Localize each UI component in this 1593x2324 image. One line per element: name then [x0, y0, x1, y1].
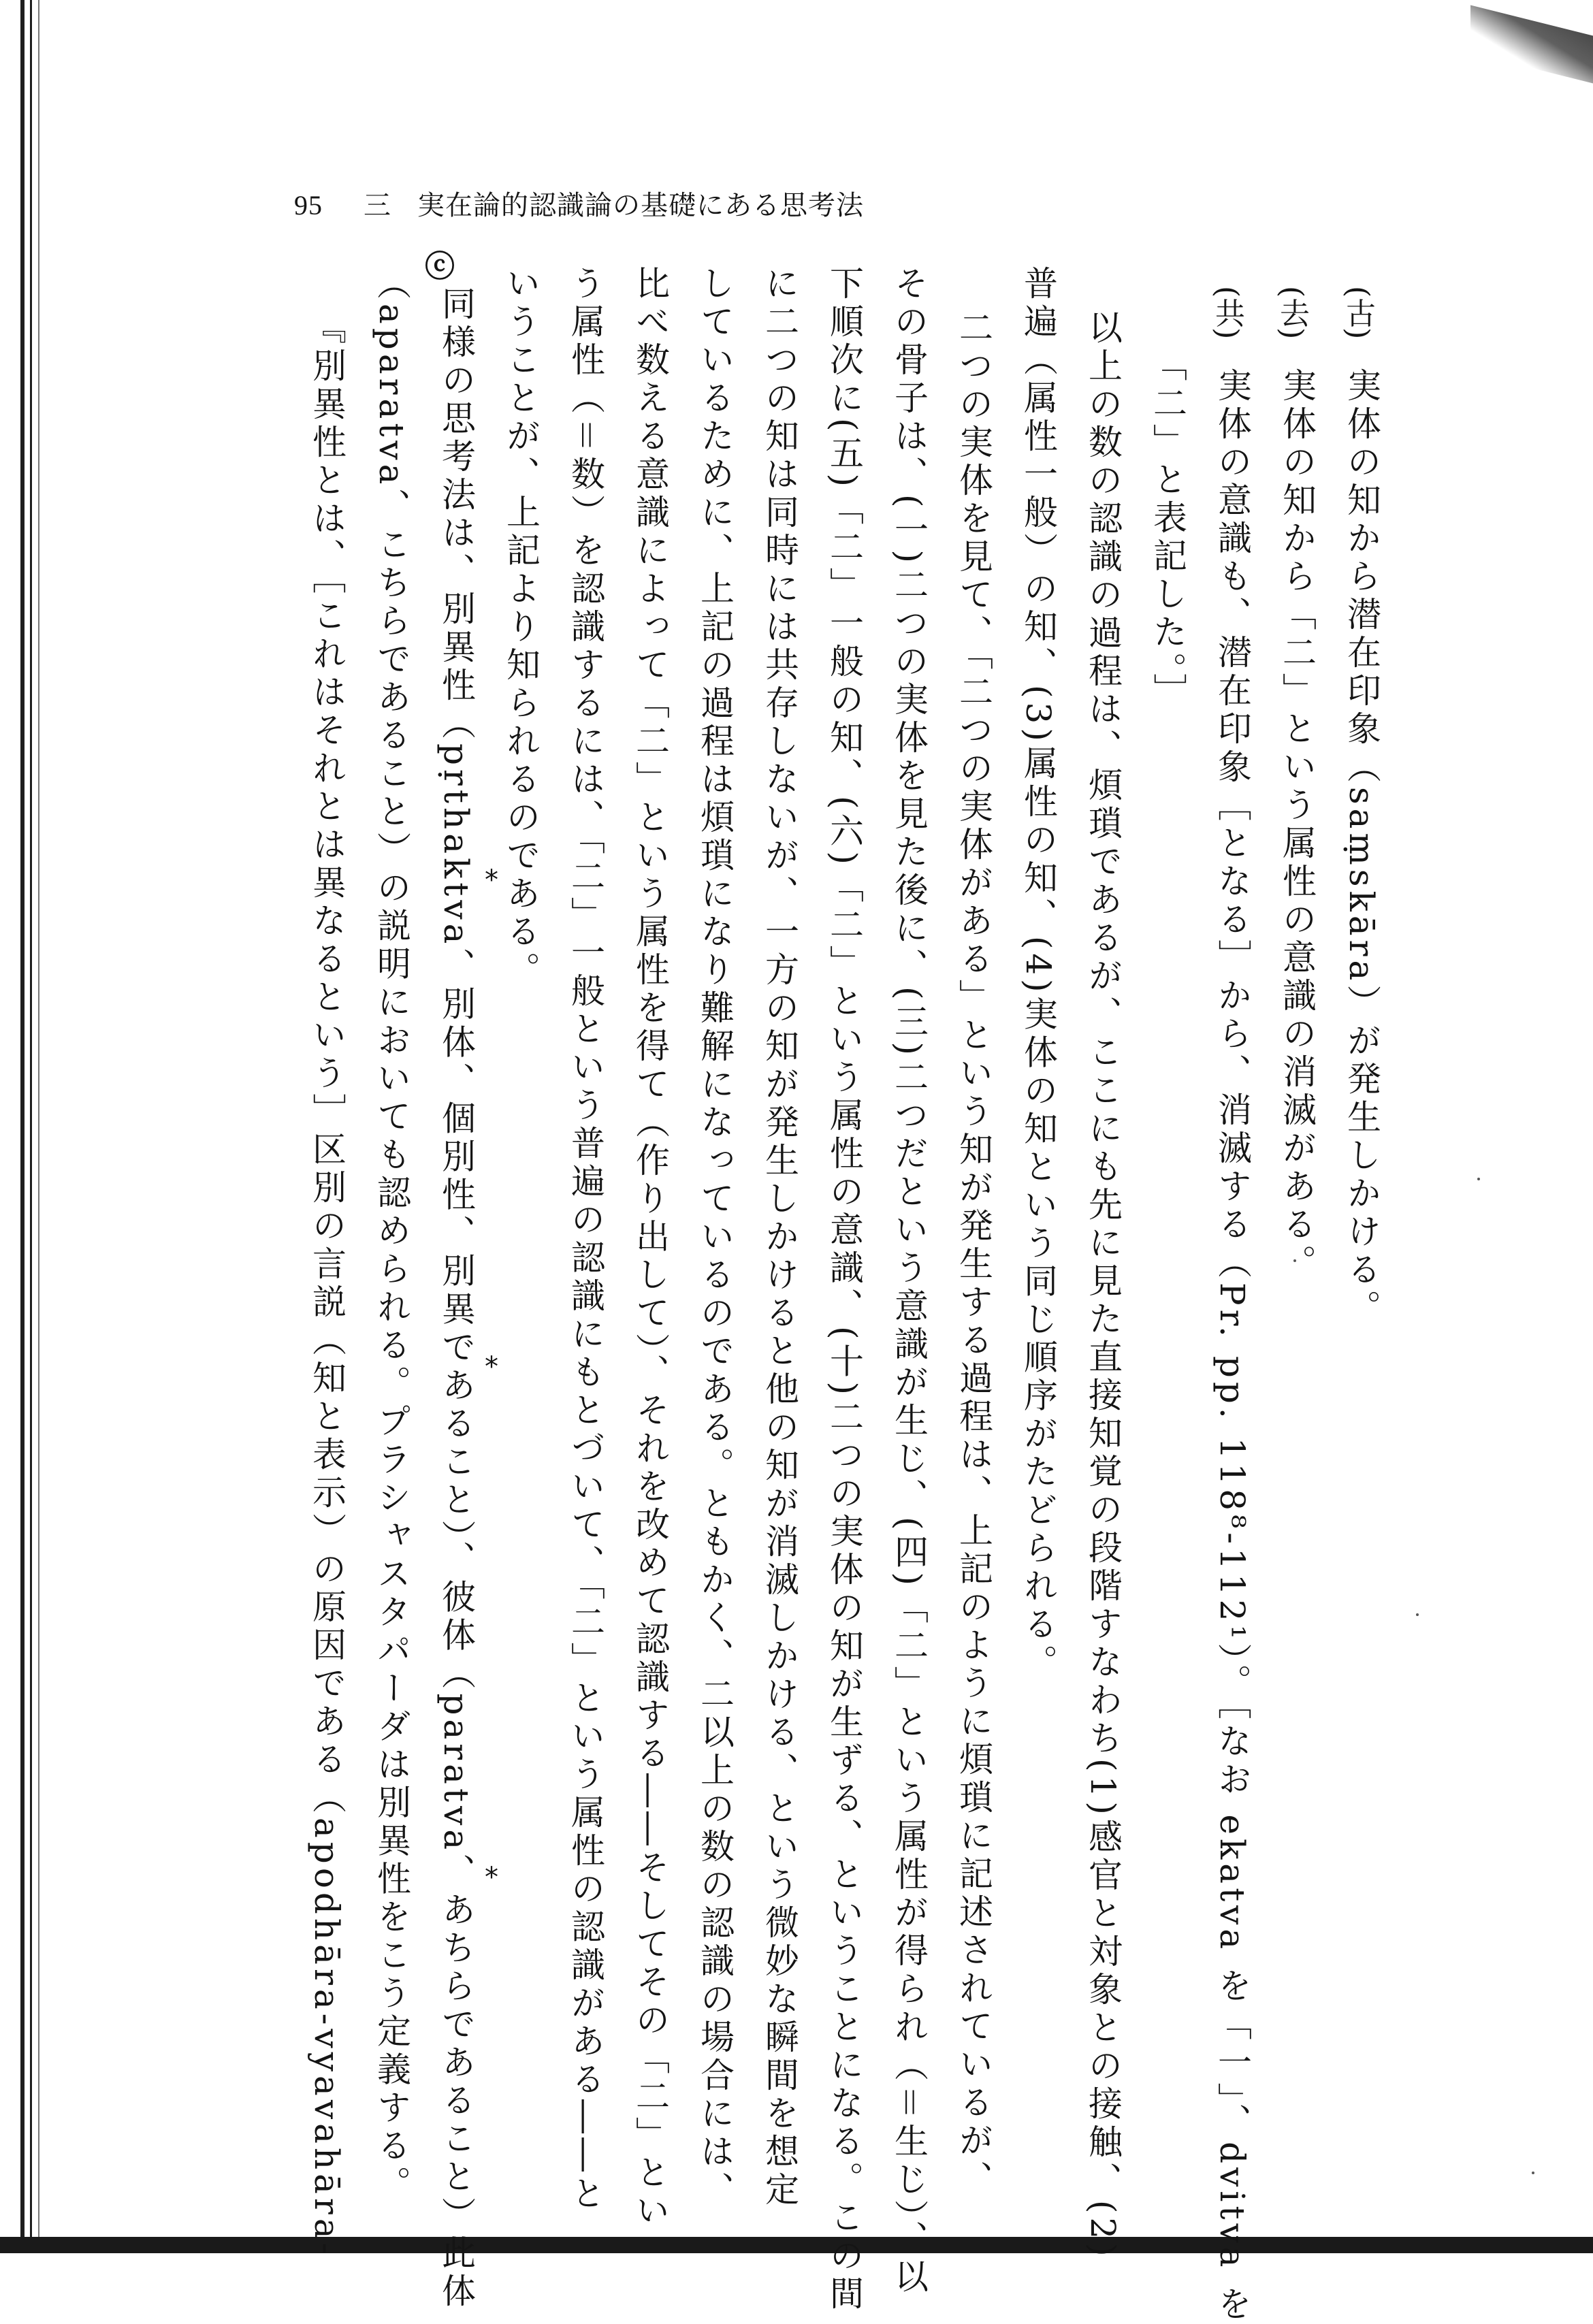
- scan-bottom-edge: [0, 2237, 1593, 2253]
- text-column: しているために、上記の過程は煩瑣になり難解になっているのである。ともかく、二以上の数の認識の場合には、: [695, 265, 735, 2210]
- text-column: う属性（＝数）を認識するには、「二」一般という普遍の認識にもとづいて、「二」という属性の認識がある――と: [566, 265, 605, 2214]
- text-column: 実体の知から潜在印象（saṃskāra）が発生しかける。: [1342, 368, 1381, 1328]
- section-number: 三: [364, 190, 391, 221]
- asterisk-mark: *: [485, 1862, 498, 1893]
- section-title: 実在論的認識論の基礎にある思考法: [417, 190, 864, 221]
- text-column: 以上の数の認識の過程は、煩瑣であるが、ここにも先に見た直接知覚の段階すなわち(1)感官と対象との接触、(2): [1083, 310, 1123, 2261]
- scan-corner-shadow: [1470, 5, 1593, 84]
- binding-edge-line: [20, 0, 25, 2240]
- list-marker: (古): [1340, 286, 1375, 340]
- running-header: [294, 184, 864, 223]
- text-column: その骨子は、(一)二つの実体を見た後に、(三)二つだという意識が生じ、(四)「二」という属性が得られ（＝生じ）、以: [889, 265, 929, 2297]
- text-column: 「二」と表記した。］: [1148, 347, 1187, 711]
- text-column: に二つの知は同時には共存しないが、一方の知が発生しかけると他の知が消滅しかける、という微妙な瞬間を想定: [760, 265, 799, 2210]
- text-column: 『別異性とは、［これはそれとは異なるという］区別の言説（知と表示）の原因である（apodhāra-vyavahāra-: [307, 310, 347, 2259]
- asterisk-mark: *: [485, 1351, 498, 1383]
- scan-speck: [1532, 2172, 1534, 2174]
- text-column: 下順次に(五)「二」一般の知、(六)「二」という属性の意識、(十)二つの実体の知が生ずる、ということになる。この間: [824, 265, 864, 2314]
- scan-speck: [1416, 1613, 1419, 1616]
- text-column: 比べ数える意識によって「二」という属性を得て（作り出して）、それを改めて認識する――そしてその「二」とい: [630, 265, 670, 2231]
- scan-speck: [1477, 1178, 1480, 1180]
- page-number: 95: [294, 190, 323, 221]
- text-column: （aparatva、こちらであること）の説明においても認められる。プラシャスタパーダは別異性をこう定義する。: [372, 265, 411, 2204]
- text-column: 普遍（属性一般）の知、(3)属性の知、(4)実体の知という同じ順序がたどられる。: [1018, 265, 1058, 1683]
- text-column: 実体の知から「二」という属性の意識の消滅がある。: [1277, 368, 1317, 1282]
- text-column: いうことが、上記より知られるのである。: [501, 265, 541, 990]
- footnote-marker: ⓒ: [425, 249, 455, 284]
- list-marker: (共): [1210, 286, 1244, 340]
- text-column: 実体の意識も、潜在印象［となる］から、消滅する（Pr. pp. 118⁸-112¹）。［なお ekatva を「一」、dvitva を: [1212, 368, 1252, 2324]
- binding-edge-line: [38, 0, 39, 2240]
- text-column: 同様の思考法は、別異性（pṛthaktva、別体、個別性、別異であること）、彼体（paratva、あちらであること）此体: [436, 286, 476, 2312]
- asterisk-mark: *: [485, 865, 498, 896]
- list-marker: (去): [1274, 286, 1309, 340]
- binding-edge-line: [30, 0, 32, 2240]
- text-column: 二つの実体を見て、「二つの実体がある」という知が発生する過程は、上記のように煩瑣に記述されているが、: [954, 310, 993, 2199]
